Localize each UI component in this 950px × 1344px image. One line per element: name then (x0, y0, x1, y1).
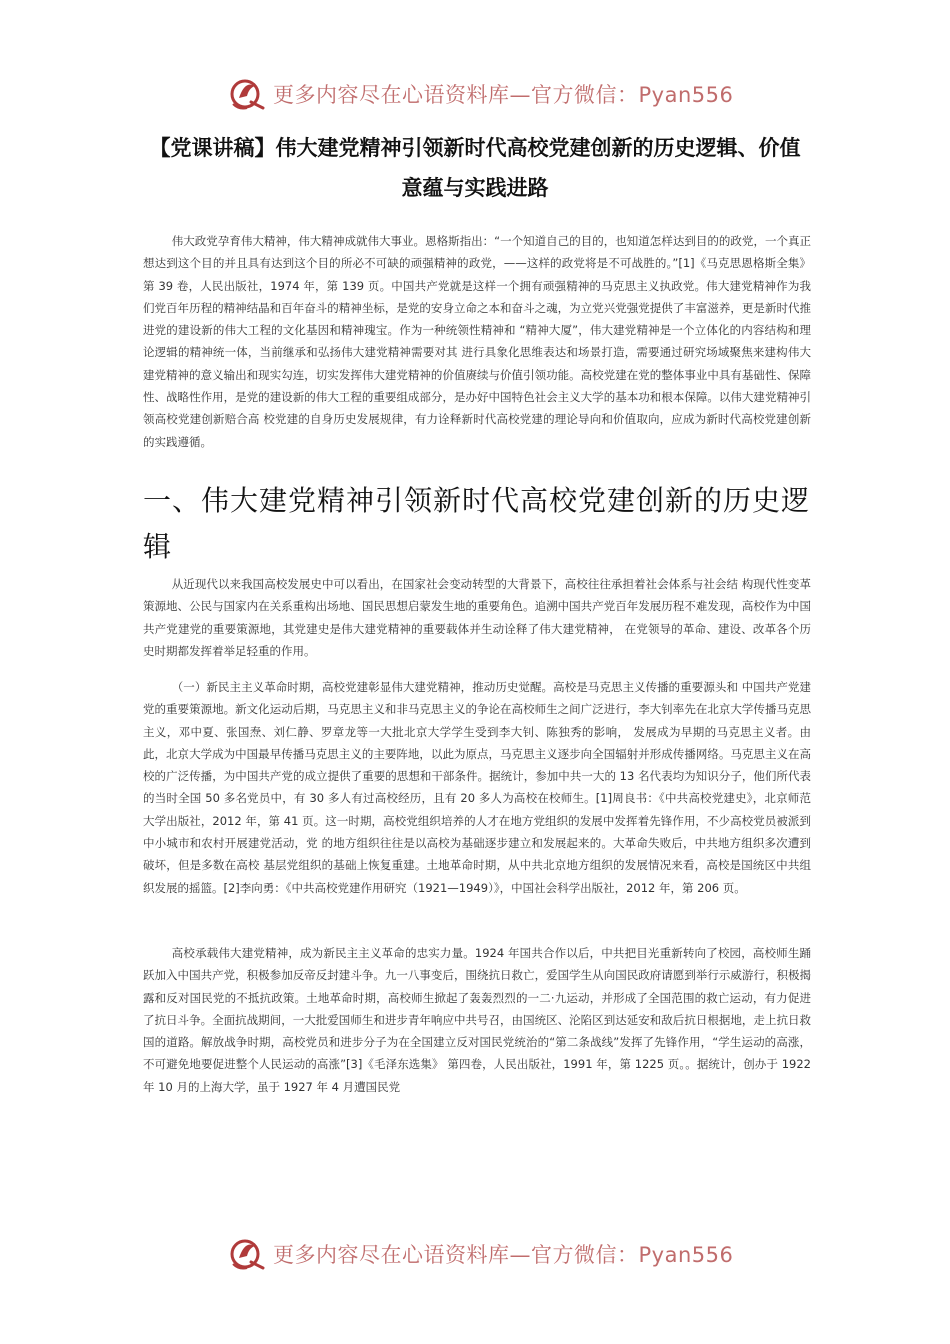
logo-icon (225, 74, 269, 114)
intro-paragraph (143, 230, 811, 453)
logo-icon (225, 1234, 269, 1274)
banner-text: 更多内容尽在心语资料库—官方微信：Pyan556 (273, 83, 734, 107)
intro-text: 伟大政党孕育伟大精神，伟大精神成就伟大事业。恩格斯指出：“一个知道自己的目的，也知道怎样达到目的的政党，一个真正想达到这个目的并且具有达到这个目的所必不可缺的顽强精神的政党，——这样的政党将是不可战胜的。”[1]《马克思恩格斯全集》第 39 卷，人民出版社，1974 年，第 139 页。中国共产党就是这样一个拥有顽强精神的马克思主义执政党。伟大建党精神作为我们党百年历程的精神结晶和百年奋斗的精神坐标，是党的安身立命之本和奋斗之魂，为立党兴党强党提供了丰富滋养，更是新时代推进党的建设新的伟大工程的文化基因和精神瑰宝。作为一种统领性精神和 “精神大厦”，伟大建党精神是一个立体化的内容结构和理论逻辑的精神统一体，当前继承和弘扬伟大建党精神需要对其 进行具象化思维表达和场景打造，需要通过研究场域聚焦来建构伟大建党精神的意义输出和现实勾连，切实发挥伟大建党精神的价值赓续与价值引领功能。高校党建在党的整体事业中具有基础性、保障性、战略性作用，是党的建设新的伟大工程的重要组成部分，是办好中国特色社会主义大学的基本功和根本保障。以伟大建党精神引领高校党建创新赔合高 校党建的自身历史发展规律，有力诠释新时代高校党建的理论导向和价值取向，应成为新时代高校党建创新的实践遵循。 (143, 234, 811, 449)
paragraph-3-text: 高校承载伟大建党精神，成为新民主主义革命的忠实力量。1924 年国共合作以后，中共把目光重新转向了校园，高校师生踊跃加入中国共产党，积极参加反帝反封建斗争。九一八事变后，围绕抗日救亡，爱国学生从向国民政府请愿到举行示威游行，积极揭露和反对国民党的不抵抗政策。土地革命时期，高校师生掀起了轰轰烈烈的一二·九运动，并形成了全国范围的救亡运动，有力促进了抗日斗争。全面抗战期间，一大批爱国师生和进步青年响应中共号召，由国统区、沦陷区到达延安和敌后抗日根据地，走上抗日救国的道路。解放战争时期，高校党员和进步分子为在全国建立反对国民党统治的“第二条战线”发挥了先锋作用，“学生运动的高涨，不可避免地要促进整个人民运动的高涨”[3]《毛泽东选集》 第四卷，人民出版社，1991 年，第 1225 页。。据统计，创办于 1922 年 10 月的上海大学，虽于 1927 年 4 月遭国民党 (143, 946, 811, 1094)
paragraph-2 (143, 676, 811, 899)
header-banner (225, 74, 745, 114)
paragraph-3 (143, 942, 811, 1098)
footer-banner (225, 1234, 745, 1274)
document-title: 【党课讲稿】伟大建党精神引领新时代高校党建创新的历史逻辑、价值意蕴与实践进路 (149, 136, 801, 200)
paragraph-1 (143, 573, 811, 662)
section-heading: 一、伟大建党精神引领新时代高校党建创新的历史逻辑 (143, 484, 811, 563)
paragraph-1-text: 从近现代以来我国高校发展史中可以看出，在国家社会变动转型的大背景下，高校往往承担着社会体系与社会结 构现代性变革策源地、公民与国家内在关系重构出场地、国民思想启蒙发生地的重要角色。追溯中国共产党百年发展历程不难发现，高校作为中国共产党建党的重要策源地，其党建史是伟大建党精神的重要载体并生动诠释了伟大建党精神， 在党领导的革命、建设、改革各个历史时期都发挥着举足轻重的作用。 (143, 577, 811, 658)
banner-text: 更多内容尽在心语资料库—官方微信：Pyan556 (273, 1243, 734, 1267)
paragraph-2-text: （一）新民主主义革命时期，高校党建彰显伟大建党精神，推动历史觉醒。高校是马克思主义传播的重要源头和 中国共产党建党的重要策源地。新文化运动后期，马克思主义和非马克思主义的争论在高校师生之间广泛进行，李大钊率先在北京大学传播马克思主义，邓中夏、张国焘、刘仁静、罗章龙等一大批北京大学学生受到李大钊、陈独秀的影响， 发展成为早期的马克思主义者。由此，北京大学成为中国最早传播马克思主义的主要阵地，以此为原点，马克思主义逐步向全国辐射并形成传播网络。马克思主义在高校的广泛传播，为中国共产党的成立提供了重要的思想和干部条件。据统计，参加中共一大的 13 名代表均为知识分子，他们所代表的当时全国 50 多名党员中，有 30 多人有过高校经历，且有 20 多人为高校在校师生。[1]周良书：《中共高校党建史》，北京师范大学出版社，2012 年，第 41 页。这一时期，高校党组织培养的人才在地方党组织的发展中发挥着先锋作用，不少高校党员被派到中小城市和农村开展建党活动，党 的地方组织往往是以高校为基础逐步建立和发展起来的。大革命失败后，中共地方组织多次遭到破坏，但是多数在高校 基层党组织的基础上恢复重建。土地革命时期，从中共北京地方组织的发展情况来看，高校是国统区中共组织发展的摇篮。[2]李向勇：《中共高校党建作用研究（1921—1949）》，中国社会科学出版社，2012 年，第 206 页。 (143, 680, 811, 895)
